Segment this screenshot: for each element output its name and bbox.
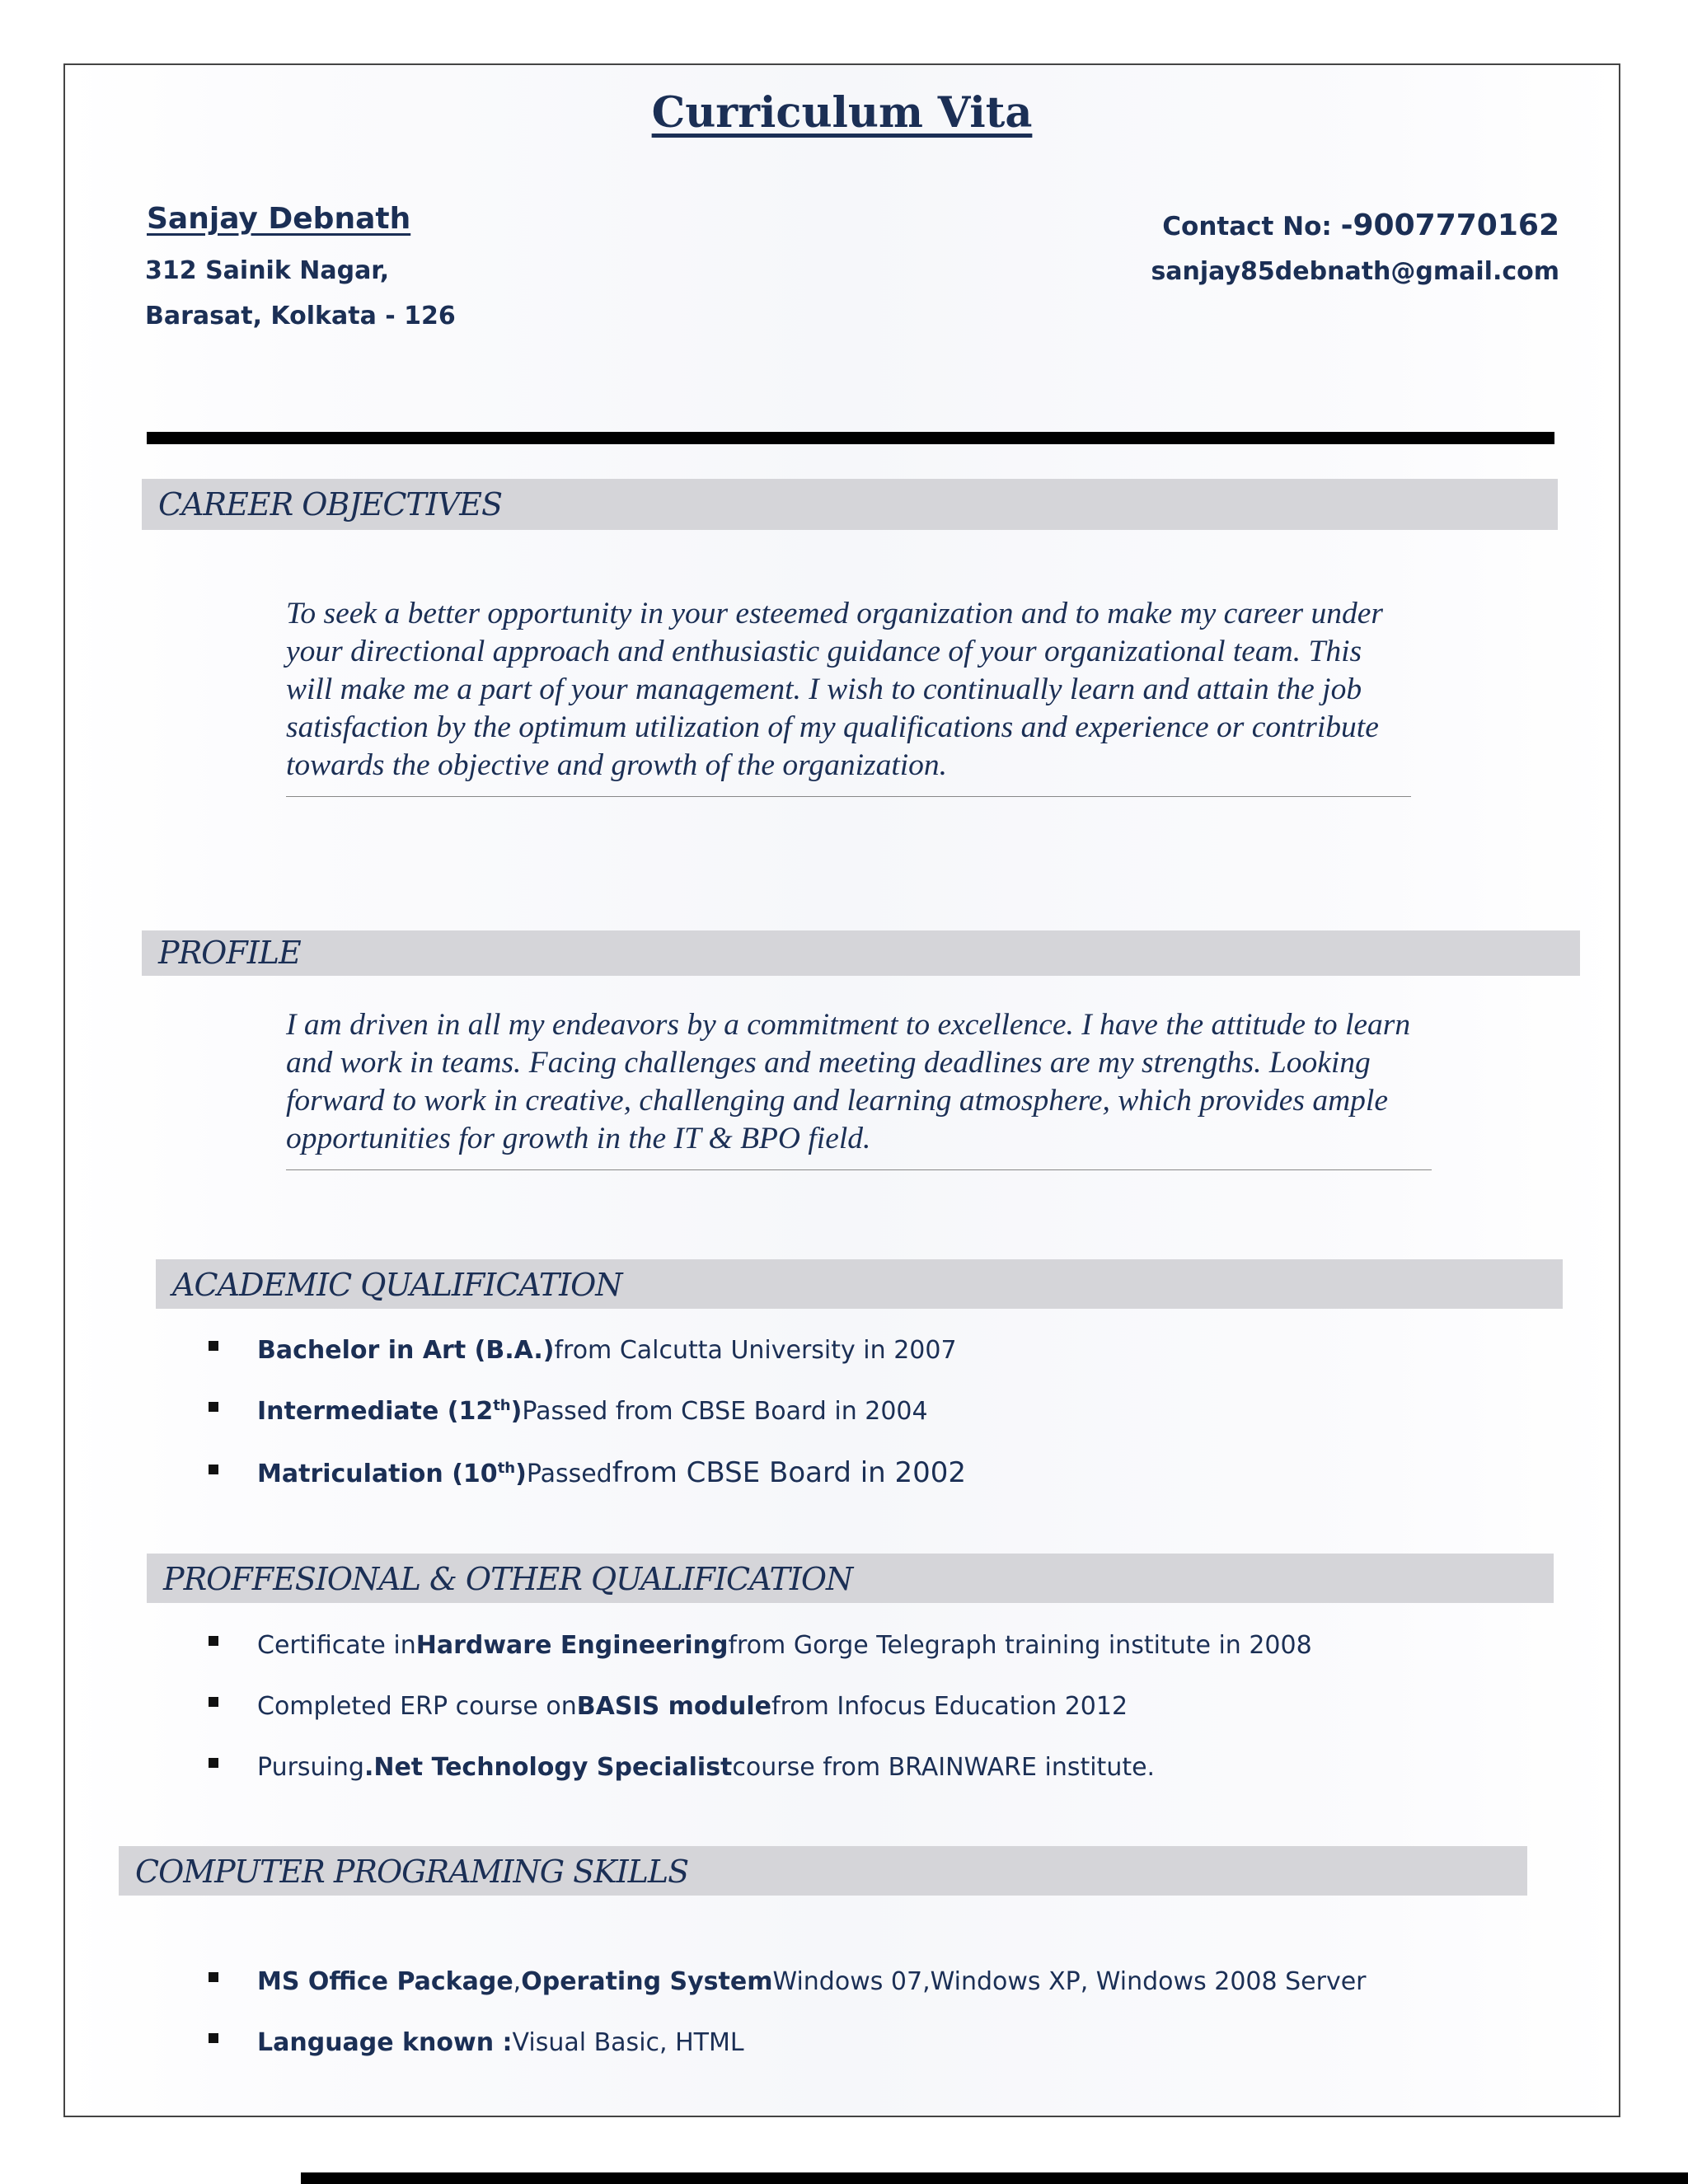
list-item: Completed ERP course on BASIS module from Infocus Education 2012 [209,1692,1128,1721]
resume-page [63,63,1620,2117]
list-item: Bachelor in Art (B.A.) from Calcutta University in 2007 [209,1336,957,1365]
bullet-icon [209,1697,218,1707]
candidate-name: Sanjay Debnath [147,202,411,236]
bullet-icon [209,2033,218,2043]
list-item: Intermediate (12th) Passed from CBSE Board in 2004 [209,1397,928,1426]
section-heading-profile: PROFILE [142,930,1580,976]
section-heading-career-objectives: CAREER OBJECTIVES [142,479,1558,530]
section-heading-computer-skills: COMPUTER PROGRAMING SKILLS [119,1846,1527,1896]
list-item: Pursuing .Net Technology Specialist course from BRAINWARE institute. [209,1753,1155,1782]
list-item: Matriculation (10th) Passed from CBSE Board in 2002 [209,1456,966,1489]
bullet-icon [209,1465,218,1474]
header-divider [147,432,1554,444]
address-line-2: Barasat, Kolkata - 126 [145,302,456,330]
section-heading-professional: PROFFESIONAL & OTHER QUALIFICATION [147,1554,1554,1603]
email-address: sanjay85debnath@gmail.com [1151,257,1559,286]
bullet-icon [209,1972,218,1982]
list-item: Language known : Visual Basic, HTML [209,2028,744,2057]
list-item: Certificate in Hardware Engineering from Gorge Telegraph training institute in 2008 [209,1631,1312,1660]
document-title: Curriculum Vita [651,88,1033,138]
career-objectives-text: To seek a better opportunity in your esteemed organization and to make my career under your directional approach and enthusiastic guidance of your organizational team. This will make me a part of your management. I wish to continually learn and attain the job satisfaction by the optimum utilization of my qualifications and experience or contribute towards the objective and growth of the organization. [286,595,1411,797]
contact-label: Contact No: [1162,212,1341,241]
bullet-icon [209,1636,218,1646]
section-heading-academic: ACADEMIC QUALIFICATION [156,1259,1563,1309]
bullet-icon [209,1758,218,1768]
page-bottom-rule [301,2172,1688,2184]
contact-number [1162,209,1559,242]
contact-value: -9007770162 [1340,209,1559,242]
list-item: MS Office Package , Operating System Windows 07,Windows XP, Windows 2008 Server [209,1967,1367,1996]
bullet-icon [209,1402,218,1412]
profile-text: I am driven in all my endeavors by a commitment to excellence. I have the attitude to learn and work in teams. Facing challenges and meeting deadlines are my strengths. Looking forward to work in creative, challenging and learning atmosphere, which provides ample opportunities for growth in the IT & BPO field. [286,1006,1432,1170]
address-line-1: 312 Sainik Nagar, [145,256,390,285]
bullet-icon [209,1341,218,1351]
